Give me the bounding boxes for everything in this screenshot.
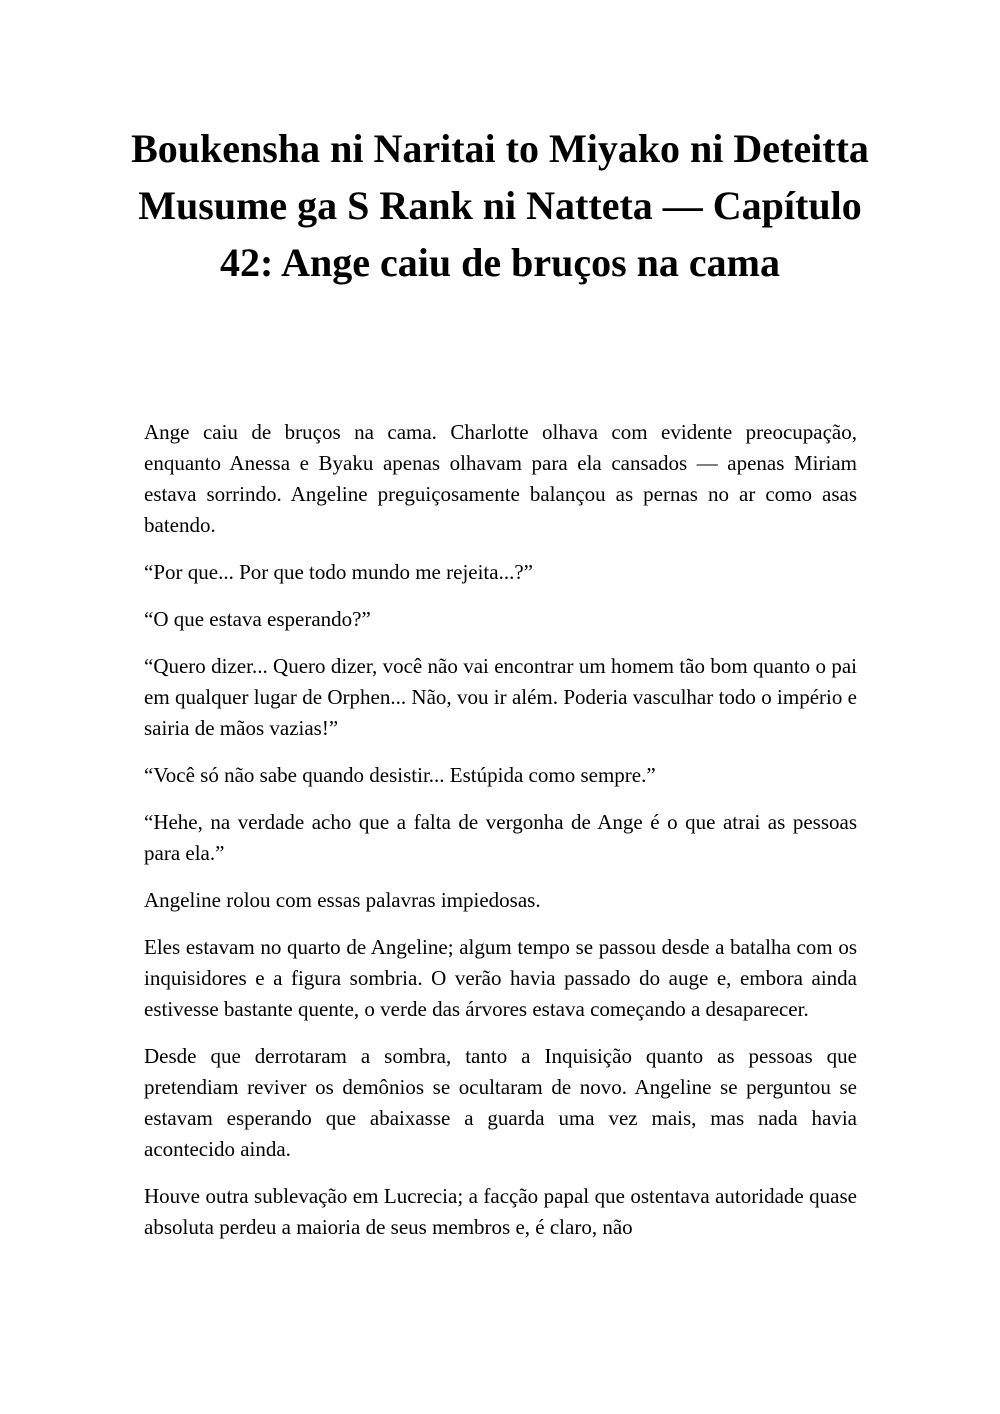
chapter-body	[144, 417, 857, 1259]
chapter-title: Boukensha ni Naritai to Miyako ni Deteitta Musume ga S Rank ni Natteta — Capítulo 42: Ange caiu de bruços na cama	[131, 126, 869, 285]
paragraph: “Quero dizer... Quero dizer, você não vai encontrar um homem tão bom quanto o pai em qualquer lugar de Orphen... Não, vou ir além. Poderia vasculhar todo o império e sairia de mãos vazias!”	[144, 654, 857, 740]
paragraph: “Hehe, na verdade acho que a falta de vergonha de Ange é o que atrai as pessoas para ela.”	[144, 810, 857, 865]
paragraph: Eles estavam no quarto de Angeline; algum tempo se passou desde a batalha com os inquisidores e a figura sombria. O verão havia passado do auge e, embora ainda estivesse bastante quente, o verde das árvores estava começando a desaparecer.	[144, 935, 857, 1021]
paragraph: “O que estava esperando?”	[144, 607, 371, 631]
paragraph: Houve outra sublevação em Lucrecia; a facção papal que ostentava autoridade quase absoluta perdeu a maioria de seus membros e, é claro, não	[144, 1184, 857, 1239]
paragraph: “Por que... Por que todo mundo me rejeita...?”	[144, 560, 533, 584]
paragraph: Ange caiu de bruços na cama. Charlotte olhava com evidente preocupação, enquanto Anessa e Byaku apenas olhavam para ela cansados — apenas Miriam estava sorrindo. Angeline preguiçosamente balançou as pernas no ar como asas batendo.	[144, 420, 857, 537]
paragraph: Desde que derrotaram a sombra, tanto a Inquisição quanto as pessoas que pretendiam reviver os demônios se ocultaram de novo. Angeline se perguntou se estavam esperando que abaixasse a guarda uma vez mais, mas nada havia acontecido ainda.	[144, 1044, 857, 1161]
paragraph: “Você só não sabe quando desistir... Estúpida como sempre.”	[144, 763, 656, 787]
paragraph: Angeline rolou com essas palavras impiedosas.	[144, 888, 541, 912]
